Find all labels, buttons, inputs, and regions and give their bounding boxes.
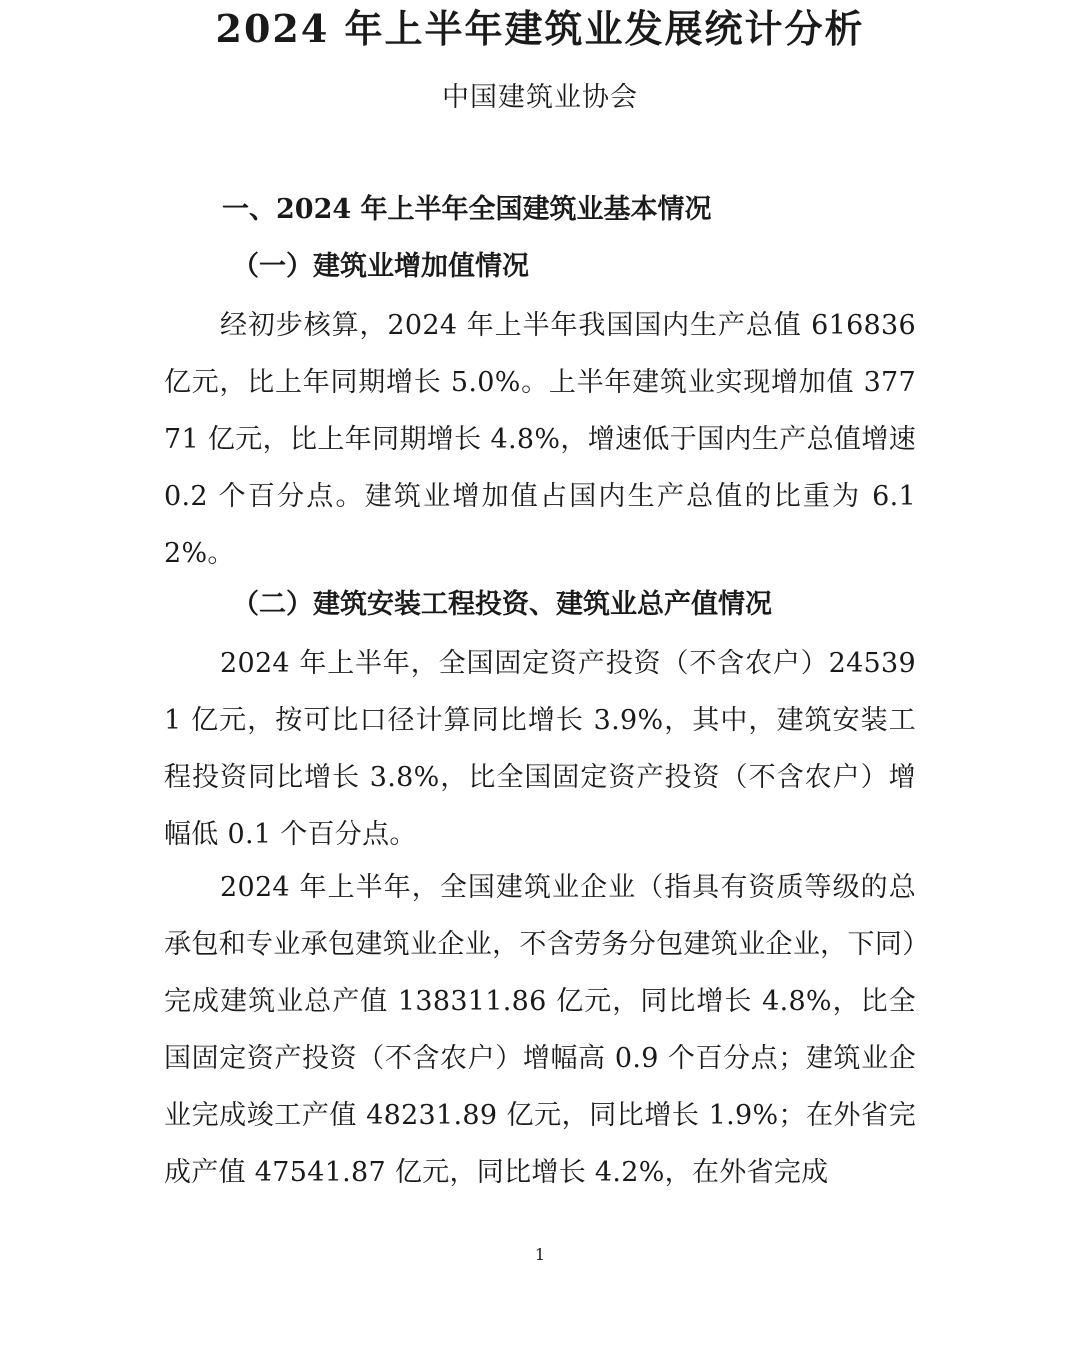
section-heading-1: 一、2024 年上半年全国建筑业基本情况: [222, 194, 712, 225]
paragraph-output-value: 2024 年上半年，全国建筑业企业（指具有资质等级的总承包和专业承包建筑业企业，不含劳务分包建筑业企业，下同）完成建筑业总产值 138311.86 亿元，同比增长 4.8%，比全国固定资产投资（不含农户）增幅高 0.9 个百分点；建筑业企业完成竣工产值 48231.89 亿元，同比增长 1.9%；在外省完成产值 47541.87 亿元，同比增长 4.2%，在外省完成: [164, 872, 916, 1188]
paragraph-value-added: 经初步核算，2024 年上半年我国国内生产总值 616836 亿元，比上年同期增长 5.0%。上半年建筑业实现增加值 37771 亿元，比上年同期增长 4.8%，增速低于国内生产总值增速 0.2 个百分点。建筑业增加值占国内生产总值的比重为 6.12%。: [164, 310, 916, 569]
paragraph-investment: 2024 年上半年，全国固定资产投资（不含农户）245391 亿元，按可比口径计算同比增长 3.9%，其中，建筑安装工程投资同比增长 3.8%，比全国固定资产投资（不含农户）增幅低 0.1 个百分点。: [164, 648, 916, 850]
page-number: 1: [534, 1245, 546, 1264]
document-title: 2024 年上半年建筑业发展统计分析: [215, 6, 865, 51]
subsection-heading-2: （二）建筑安装工程投资、建筑业总产值情况: [232, 589, 772, 620]
subsection-heading-1: （一）建筑业增加值情况: [232, 251, 529, 282]
document-organization: 中国建筑业协会: [442, 82, 638, 113]
